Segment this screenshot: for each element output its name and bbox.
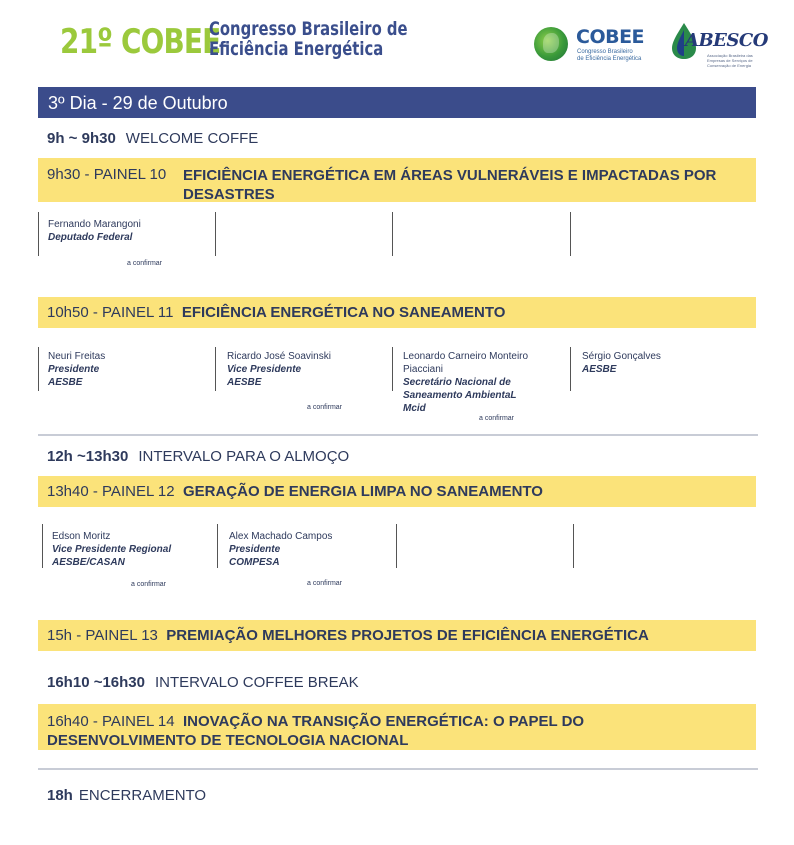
- divider: [38, 434, 758, 436]
- abesco-logo-title: ABESCO: [685, 30, 768, 51]
- header: [0, 0, 794, 84]
- speaker-role: Presidente: [48, 364, 100, 375]
- speaker-name: Sérgio Gonçalves: [582, 351, 661, 362]
- speaker-card-empty: [397, 524, 574, 568]
- brand-subtitle: [209, 19, 408, 59]
- panel-13-bar: [38, 620, 756, 651]
- confirm-note: a confirmar: [131, 581, 167, 588]
- welcome-label: WELCOME COFFE: [125, 130, 259, 147]
- lunch-time: 12h ~13h30: [47, 448, 129, 465]
- closing-time: 18h: [47, 787, 73, 804]
- panel-12-speakers: [38, 524, 756, 594]
- panel-12-title: GERAÇÃO DE ENERGIA LIMPA NO SANEAMENTO: [182, 483, 543, 500]
- panel-13-heading: [47, 627, 649, 644]
- speaker-name: Neuri Freitas: [48, 351, 106, 362]
- panel-11-heading: [47, 304, 505, 321]
- abesco-logo-subtitle: Associação Brasileira das Empresas de Serviços de Conservação de Energia: [707, 53, 753, 68]
- panel-13-title: PREMIAÇÃO MELHORES PROJETOS DE EFICIÊNCIA ENERGÉTICA: [166, 627, 649, 644]
- speaker-card-empty: [393, 212, 571, 256]
- speaker-org: COMPESA: [229, 557, 280, 568]
- confirm-note: a confirmar: [307, 404, 343, 411]
- coffee-row: [47, 674, 359, 691]
- panel-14-heading: [47, 712, 584, 750]
- panel-11-bar: [38, 297, 756, 328]
- speaker-card: [38, 212, 216, 256]
- panel-11-label: 10h50 - PAINEL 11: [47, 304, 174, 321]
- panel-14-title-line1: INOVAÇÃO NA TRANSIÇÃO ENERGÉTICA: O PAPEL DO: [182, 713, 585, 730]
- brand-title: 21º COBEE: [60, 22, 221, 62]
- speaker-org: AESBE/CASAN: [52, 557, 125, 568]
- lunch-row: [47, 448, 349, 465]
- speaker-org: AESBE: [227, 377, 262, 388]
- speaker-card: [393, 347, 571, 414]
- panel-10-speakers: [38, 212, 756, 272]
- cobee-logo-title: COBEE: [576, 26, 645, 48]
- speaker-card: [216, 347, 393, 391]
- speaker-org: Mcid: [403, 403, 426, 414]
- speaker-name: Leonardo Carneiro Monteiro: [403, 351, 529, 362]
- speaker-role: Secretário Nacional de: [403, 377, 511, 388]
- speaker-name: Alex Machado Campos: [229, 531, 333, 542]
- speaker-role: Presidente: [229, 544, 281, 555]
- panel-11-title: EFICIÊNCIA ENERGÉTICA NO SANEAMENTO: [181, 304, 506, 321]
- speaker-name: Ricardo José Soavinski: [227, 351, 331, 362]
- abesco-logo: [671, 22, 767, 66]
- brand-subtitle-line1: Congresso Brasileiro de: [209, 18, 408, 40]
- speaker-card-empty: [216, 212, 393, 256]
- panel-10-title-line1: EFICIÊNCIA ENERGÉTICA EM ÁREAS VULNERÁVEIS E IMPACTADAS POR: [183, 167, 717, 184]
- speaker-card: [218, 524, 397, 568]
- panel-12-label: 13h40 - PAINEL 12: [47, 483, 175, 500]
- panel-12-heading: [47, 483, 543, 500]
- welcome-time: 9h ~ 9h30: [47, 130, 116, 147]
- panel-12-bar: [38, 476, 756, 507]
- cobee-logo-sub2: de Eficiência Energética: [577, 56, 642, 62]
- divider: [38, 768, 758, 770]
- speaker-org: AESBE: [48, 377, 83, 388]
- panel-14-label: 16h40 - PAINEL 14: [47, 713, 175, 730]
- speaker-name-cont: Piacciani: [403, 364, 444, 375]
- speaker-role-cont: Saneamento AmbientaL: [403, 390, 517, 401]
- day-title-bar: 3º Dia - 29 de Outubro: [38, 87, 756, 118]
- confirm-note: a confirmar: [479, 415, 515, 422]
- speaker-card: [38, 347, 216, 391]
- panel-10-bar: [38, 158, 756, 202]
- closing-row: [47, 787, 206, 804]
- confirm-note: a confirmar: [307, 580, 343, 587]
- speaker-role: Vice Presidente: [227, 364, 302, 375]
- panel-10-label: 9h30 - PAINEL 10: [47, 166, 167, 183]
- panel-13-label: 15h - PAINEL 13: [47, 627, 158, 644]
- brand-subtitle-line2: Eficiência Energética: [209, 38, 384, 60]
- speaker-name: Fernando Marangoni: [48, 219, 141, 230]
- speaker-name: Edson Moritz: [52, 531, 111, 542]
- cobee-logo: [534, 24, 644, 64]
- speaker-org: AESBE: [582, 364, 617, 375]
- welcome-row: [47, 130, 258, 147]
- lunch-label: INTERVALO PARA O ALMOÇO: [138, 448, 350, 465]
- speaker-role: Deputado Federal: [48, 232, 133, 243]
- speaker-card: [582, 350, 661, 376]
- panel-14-title-line2: DESENVOLVIMENTO DE TECNOLOGIA NACIONAL: [47, 732, 409, 749]
- confirm-note: a confirmar: [127, 260, 163, 267]
- speaker-role: Vice Presidente Regional: [52, 544, 172, 555]
- coffee-label: INTERVALO COFFEE BREAK: [155, 674, 359, 691]
- cobee-logo-sub1: Congresso Brasileiro: [577, 49, 633, 55]
- panel-10-title-line2: DESASTRES: [183, 186, 275, 203]
- coffee-time: 16h10 ~16h30: [47, 674, 145, 691]
- panel-10-title: [183, 166, 716, 204]
- panel-14-bar: [38, 704, 756, 750]
- panel-11-speakers: [38, 347, 756, 427]
- cobee-logo-subtitle: [577, 49, 641, 63]
- speaker-card: [42, 524, 218, 568]
- closing-label: ENCERRAMENTO: [78, 787, 207, 804]
- globe-icon: [534, 27, 568, 61]
